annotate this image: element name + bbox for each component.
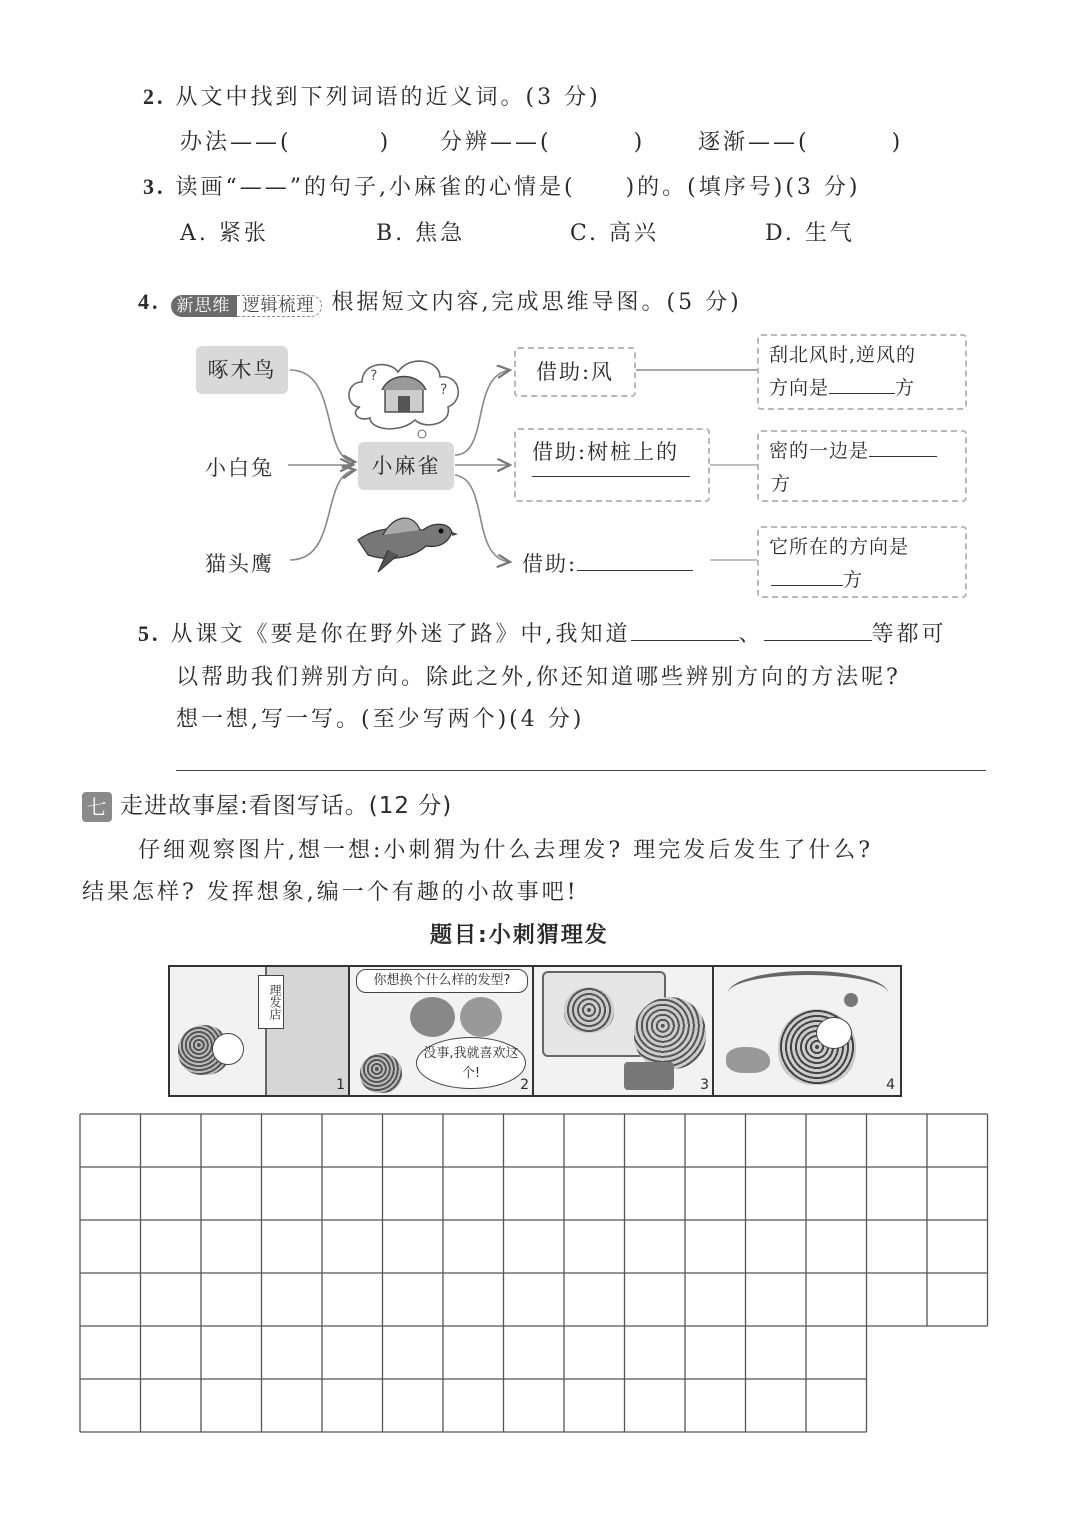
node-right-1-suffix: 方 bbox=[895, 377, 916, 399]
q2-item-3 bbox=[698, 125, 903, 156]
q5-line1 bbox=[138, 617, 947, 648]
node-woodpecker: 啄木鸟 bbox=[196, 346, 288, 394]
q4-tag-logic: 逻辑梳理 bbox=[237, 295, 322, 317]
q2-item-2-close: ) bbox=[633, 130, 646, 155]
panel-1-number: 1 bbox=[336, 1077, 345, 1093]
q4-tag bbox=[171, 291, 322, 316]
comic-panel-2 bbox=[348, 965, 536, 1097]
section7-title: 走进故事屋:看图写话。(12 分) bbox=[120, 793, 453, 819]
node-mid-3 bbox=[514, 538, 710, 588]
node-right-1-blank[interactable] bbox=[829, 393, 895, 394]
q2-item-1-close: ) bbox=[379, 130, 392, 155]
house-thought-icon bbox=[340, 352, 470, 442]
node-owl: 猫头鹰 bbox=[205, 552, 274, 576]
barber-2-icon bbox=[460, 997, 502, 1037]
hedgehog-icon bbox=[360, 1053, 402, 1093]
node-right-2-prefix: 密的一边是 bbox=[769, 440, 870, 462]
section7-icon: 七 bbox=[82, 792, 112, 822]
q5-blank-1[interactable] bbox=[631, 640, 739, 641]
sparrow-icon bbox=[348, 500, 458, 575]
node-rabbit: 小白兔 bbox=[205, 456, 274, 480]
barber-chair bbox=[624, 1062, 674, 1090]
node-right-3-line2 bbox=[771, 565, 965, 592]
node-right-2-suffix: 方 bbox=[771, 473, 792, 495]
svg-text:?: ? bbox=[370, 368, 378, 384]
hedgehog-reflection-icon bbox=[564, 987, 614, 1033]
barber-sign: 理发店 bbox=[258, 975, 284, 1029]
node-mid-stump-blank[interactable] bbox=[532, 476, 690, 477]
node-right-2 bbox=[757, 430, 967, 502]
q2-line bbox=[143, 80, 601, 111]
q5-separator: 、 bbox=[738, 622, 764, 647]
q2-item-3-word: 逐渐——( bbox=[698, 130, 810, 155]
q4-number: 4. bbox=[138, 289, 161, 314]
q5-line1-end: 等都可 bbox=[871, 622, 947, 647]
q3-number: 3. bbox=[143, 174, 166, 199]
node-sparrow: 小麻雀 bbox=[358, 442, 454, 490]
q3-option-c[interactable]: C. 高兴 bbox=[570, 221, 660, 246]
node-right-1-line2 bbox=[769, 373, 965, 400]
comic-panel-4 bbox=[712, 965, 902, 1097]
comic-panel-1 bbox=[168, 965, 352, 1097]
node-right-1 bbox=[757, 334, 967, 410]
q2-item-1 bbox=[180, 125, 391, 156]
q5-line1-text: 从课文《要是你在野外迷了路》中,我知道 bbox=[170, 622, 631, 647]
q5-line2: 以帮助我们辨别方向。除此之外,你还知道哪些辨别方向的方法呢? bbox=[176, 665, 901, 690]
writing-grid[interactable] bbox=[78, 1112, 992, 1438]
q4-text: 根据短文内容,完成思维导图。(5 分) bbox=[331, 290, 742, 315]
q3-option-a[interactable]: A. 紧张 bbox=[180, 221, 269, 246]
comic-panel-3 bbox=[532, 965, 716, 1097]
section7-para1: 仔细观察图片,想一想:小刺猬为什么去理发? 理完发后发生了什么? bbox=[138, 838, 873, 863]
q2-text: 从文中找到下列词语的近义词。(3 分) bbox=[175, 85, 601, 110]
q2-item-2 bbox=[440, 125, 645, 156]
node-mid-wind: 借助:风 bbox=[514, 347, 636, 397]
node-right-2-blank[interactable] bbox=[869, 456, 937, 457]
q3-line bbox=[143, 170, 860, 201]
node-right-3-line1: 它所在的方向是 bbox=[769, 536, 910, 558]
q2-item-2-word: 分辨——( bbox=[440, 130, 552, 155]
q5-number: 5. bbox=[138, 621, 161, 646]
panel-4-number: 4 bbox=[886, 1077, 895, 1093]
q5-line3: 想一想,写一写。(至少写两个)(4 分) bbox=[176, 707, 585, 732]
panel-2-number: 2 bbox=[520, 1077, 529, 1093]
panel-3-number: 3 bbox=[700, 1077, 709, 1093]
node-mid-stump bbox=[514, 428, 710, 502]
q5-answer-line[interactable] bbox=[176, 770, 986, 771]
node-right-3-blank[interactable] bbox=[771, 585, 843, 586]
dog-icon bbox=[726, 1047, 770, 1073]
q3-text: 读画“——”的句子,小麻雀的心情是( )的。(填序号)(3 分) bbox=[175, 175, 861, 200]
tree-branch bbox=[728, 971, 888, 1015]
story-title: 题目:小刺猬理发 bbox=[430, 923, 609, 948]
speech-bubble-bottom: 没事,我就喜欢这个! bbox=[416, 1037, 526, 1089]
node-mid-3-label: 借助: bbox=[522, 552, 578, 576]
edge-owl bbox=[290, 470, 355, 560]
svg-text:?: ? bbox=[440, 382, 448, 398]
node-right-1-prefix: 方向是 bbox=[769, 377, 830, 399]
barber-1-icon bbox=[410, 997, 455, 1037]
node-mid-3-blank[interactable] bbox=[577, 570, 693, 571]
q3-option-b[interactable]: B. 焦急 bbox=[376, 221, 466, 246]
node-mid-stump-label: 借助:树桩上的 bbox=[532, 440, 680, 464]
hedgehog-curly-icon bbox=[634, 997, 706, 1069]
hedgehog-face bbox=[212, 1033, 244, 1065]
section7-para2: 结果怎样? 发挥想象,编一个有趣的小故事吧! bbox=[82, 880, 579, 905]
speech-bubble-top: 你想换个什么样的发型? bbox=[356, 969, 528, 993]
apple-icon bbox=[844, 993, 858, 1007]
node-right-3-suffix: 方 bbox=[843, 569, 864, 591]
q5-blank-2[interactable] bbox=[764, 640, 872, 641]
q3-option-d[interactable]: D. 生气 bbox=[765, 221, 855, 246]
node-right-1-line1: 刮北风时,逆风的 bbox=[769, 344, 917, 366]
q4-tag-new: 新思维 bbox=[171, 295, 237, 317]
edge-mid3 bbox=[455, 475, 510, 562]
q2-item-3-close: ) bbox=[891, 130, 904, 155]
q2-item-1-word: 办法——( bbox=[180, 130, 292, 155]
hedgehog-face bbox=[816, 1017, 852, 1049]
node-right-3 bbox=[757, 526, 967, 598]
section7-header bbox=[82, 787, 452, 822]
q2-number: 2. bbox=[143, 84, 166, 109]
node-right-2-line1 bbox=[769, 436, 965, 463]
q4-line bbox=[138, 285, 742, 316]
